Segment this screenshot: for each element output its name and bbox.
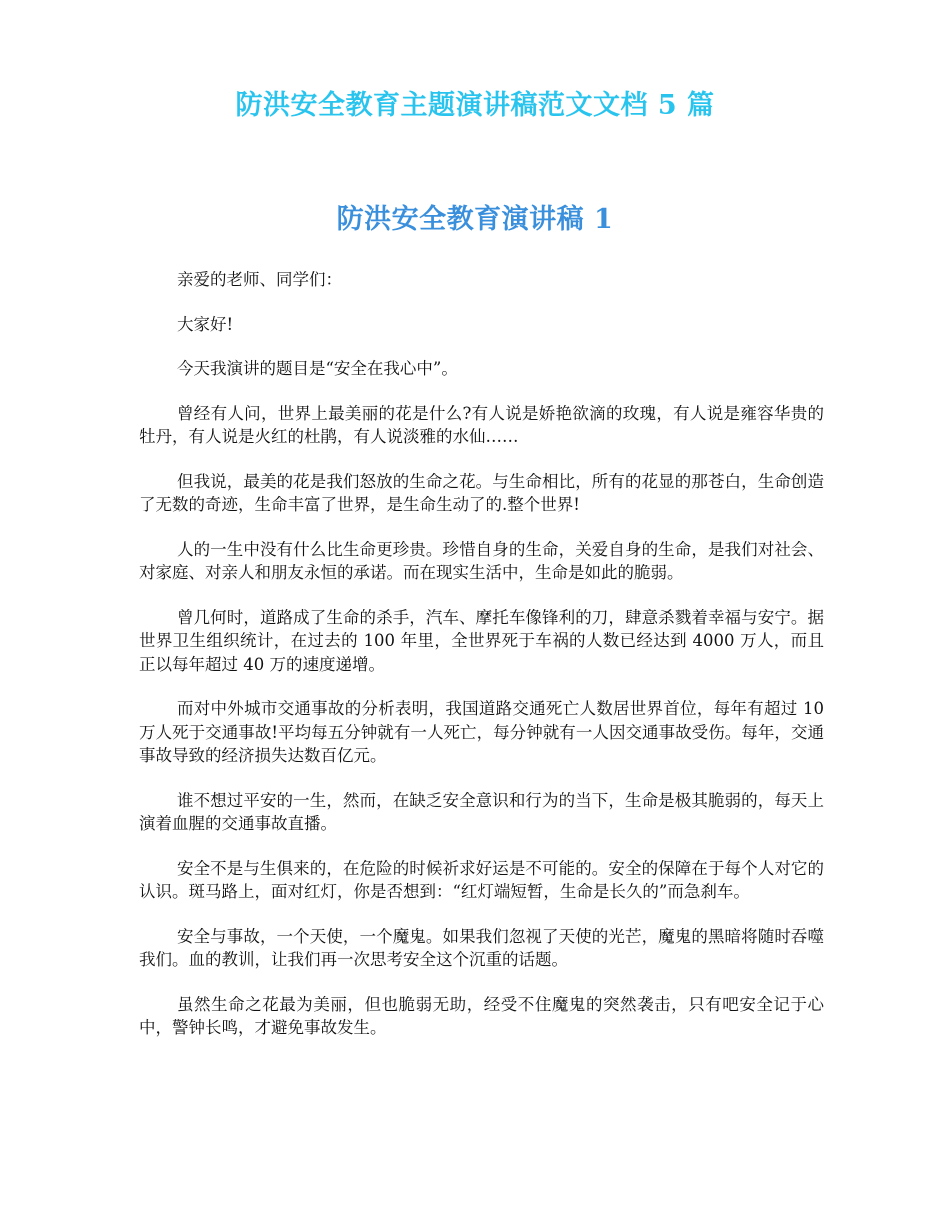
section-title: 防洪安全教育演讲稿 1 [336,204,614,235]
paragraph: 安全与事故，一个天使，一个魔鬼。如果我们忽视了天使的光芒，魔鬼的黑暗将随时吞噬我们。血的教训，让我们再一次思考安全这个沉重的话题。 [139,926,824,969]
speech-body [139,268,824,1061]
paragraph: 安全不是与生俱来的，在危险的时候祈求好运是不可能的。安全的保障在于每个人对它的认识。斑马路上，面对红灯，你是否想到：“红灯端短暂，生命是长久的”而急刹车。 [139,858,824,901]
paragraph: 虽然生命之花最为美丽，但也脆弱无助，经受不住魔鬼的突然袭击，只有吧安全记于心中，警钟长鸣，才避免事故发生。 [139,994,824,1037]
paragraph: 曾几何时，道路成了生命的杀手，汽车、摩托车像锋利的刀，肆意杀戮着幸福与安宁。据世界卫生组织统计，在过去的 100 年里，全世界死于车祸的人数已经达到 4000 万人，而且正以每年超过 40 万的速度递增。 [139,607,824,674]
paragraph-topic: 今天我演讲的题目是“安全在我心中”。 [177,359,458,378]
paragraph-salutation: 亲爱的老师、同学们： [177,270,342,289]
document-title: 防洪安全教育主题演讲稿范文文档 5 篇 [235,90,715,121]
paragraph-greeting: 大家好! [177,314,234,334]
paragraph: 谁不想过平安的一生，然而，在缺乏安全意识和行为的当下，生命是极其脆弱的，每天上演着血腥的交通事故直播。 [139,790,824,833]
paragraph: 曾经有人问，世界上最美丽的花是什么?有人说是娇艳欲滴的玫瑰，有人说是雍容华贵的牡丹，有人说是火红的杜鹃，有人说淡雅的水仙…… [139,403,824,446]
paragraph: 但我说，最美的花是我们怒放的生命之花。与生命相比，所有的花显的那苍白，生命创造了无数的奇迹，生命丰富了世界，是生命生动了的.整个世界! [139,471,824,514]
paragraph: 而对中外城市交通事故的分析表明，我国道路交通死亡人数居世界首位，每年有超过 10 万人死于交通事故!平均每五分钟就有一人死亡，每分钟就有一人因交通事故受伤。每年，交通事故导致的经济损失达数百亿元。 [139,699,824,765]
paragraph: 人的一生中没有什么比生命更珍贵。珍惜自身的生命，关爱自身的生命，是我们对社会、对家庭、对亲人和朋友永恒的承诺。而在现实生活中，生命是如此的脆弱。 [139,539,824,582]
